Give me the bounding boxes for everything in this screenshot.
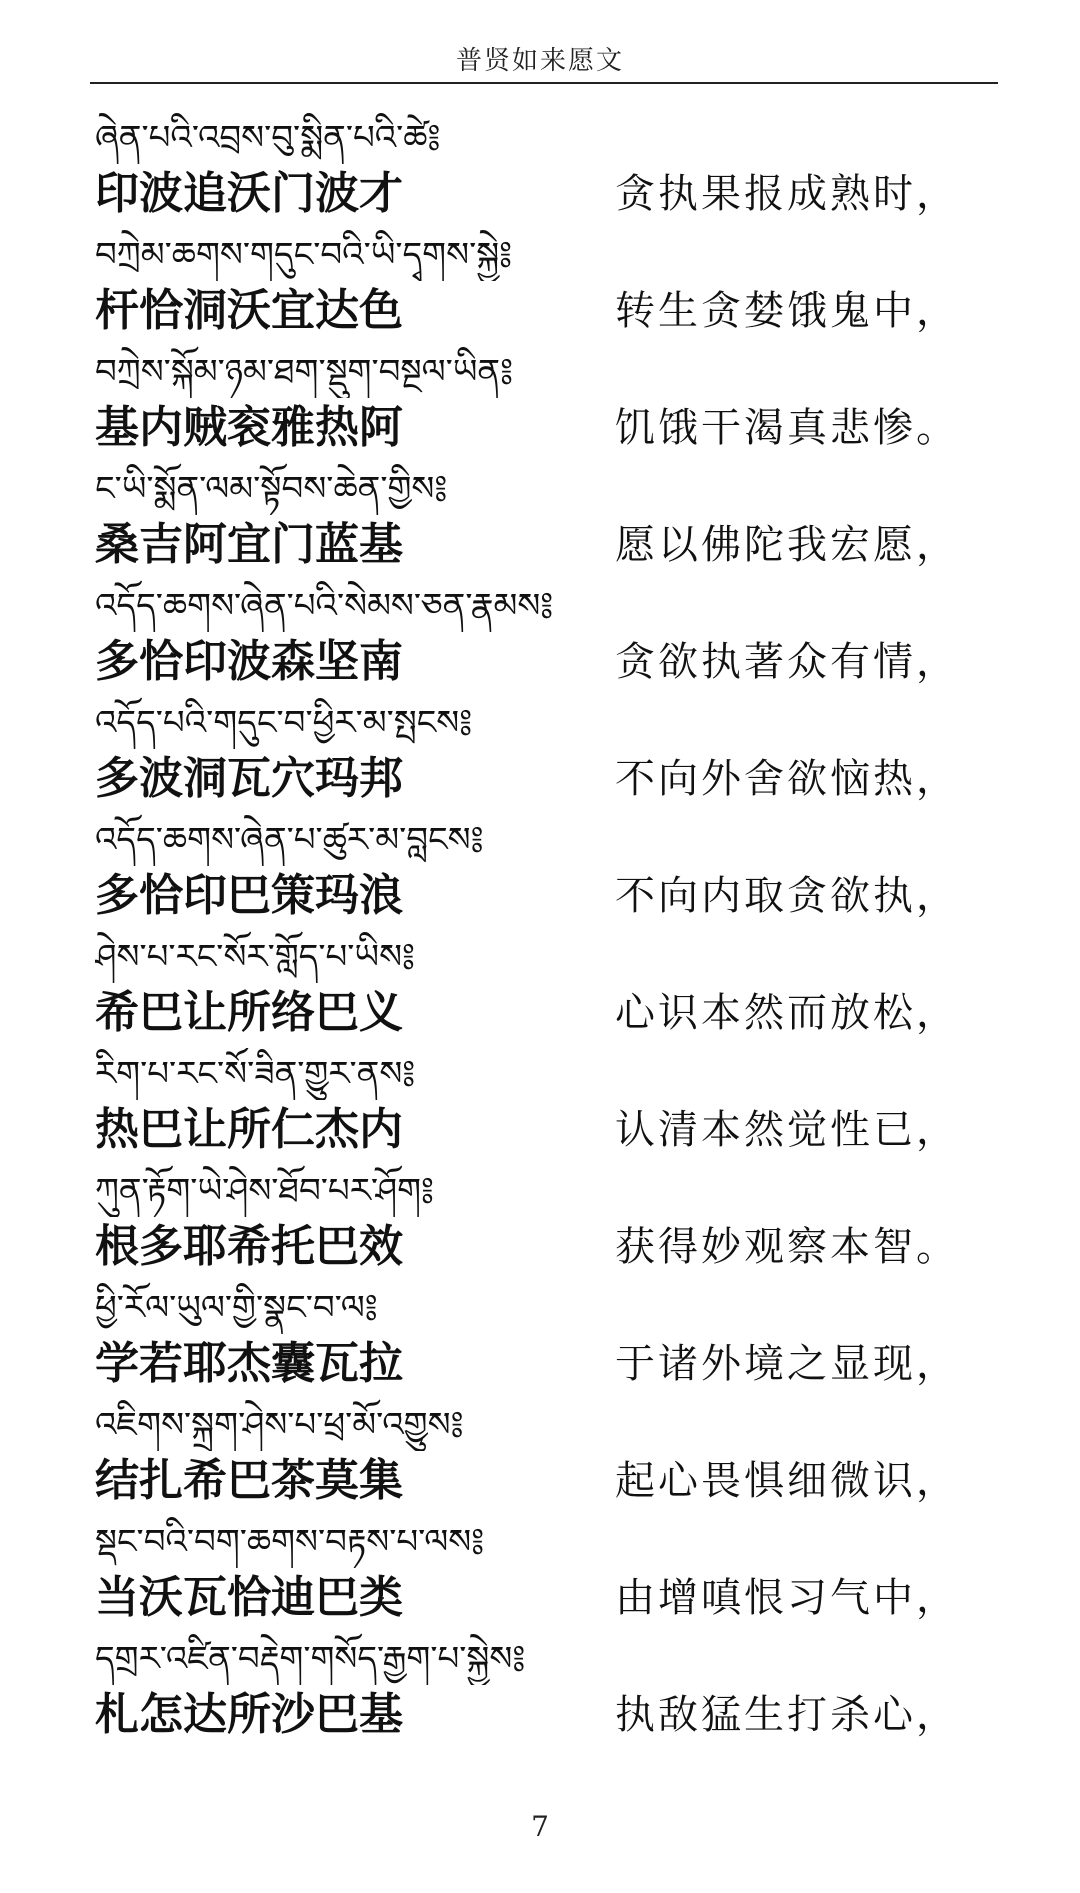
- tibetan-line: བཀྲེས་སྐོམ་ཉམ་ཐག་སྡུག་བསྔལ་ཡིན༔: [95, 352, 514, 392]
- translation-line: 执敌猛生打杀心，: [615, 1692, 959, 1738]
- phonetic-line: 杆恰洞沃宜达色: [95, 285, 403, 336]
- phonetic-line: 札怎达所沙巴基: [95, 1689, 403, 1740]
- phonetic-line: 学若耶杰囊瓦拉: [95, 1338, 403, 1389]
- tibetan-line: འདོད་ཆགས་ཞེན་པ་ཚུར་མ་བླངས༔: [95, 820, 484, 860]
- translation-line: 饥饿干渴真悲惨。: [615, 405, 959, 451]
- page-number: 7: [531, 1810, 549, 1843]
- phonetic-line: 根多耶希托巴效: [95, 1221, 403, 1272]
- tibetan-line: རིག་པ་རང་སོ་ཟིན་གྱུར་ནས༔: [95, 1054, 416, 1094]
- phonetic-line: 当沃瓦恰迪巴类: [95, 1572, 403, 1623]
- phonetic-line: 结扎希巴茶莫集: [95, 1455, 403, 1506]
- translation-line: 获得妙观察本智。: [615, 1224, 959, 1270]
- translation-line: 不向外舍欲恼热，: [615, 756, 959, 802]
- translation-line: 起心畏惧细微识，: [615, 1458, 959, 1504]
- translation-line: 转生贪婪饿鬼中，: [615, 288, 959, 334]
- tibetan-line: འཇིགས་སྐྲག་ཤེས་པ་ཕྲ་མོ་འགྱུས༔: [95, 1405, 464, 1445]
- translation-line: 贪执果报成熟时，: [615, 171, 959, 217]
- tibetan-line: འདོད་པའི་གདུང་བ་ཕྱིར་མ་སྤངས༔: [95, 703, 473, 743]
- header-divider: [90, 82, 998, 84]
- translation-line: 贪欲执著众有情，: [615, 639, 959, 685]
- phonetic-line: 多恰印巴策玛浪: [95, 870, 403, 921]
- phonetic-line: 多波洞瓦穴玛邦: [95, 753, 403, 804]
- tibetan-line: ཀུན་རྟོག་ཡེ་ཤེས་ཐོབ་པར་ཤོག༔: [95, 1171, 434, 1211]
- translation-line: 不向内取贪欲执，: [615, 873, 959, 919]
- tibetan-line: དགྲར་འཛིན་བརྡེག་གསོད་རྒྱག་པ་སྐྱེས༔: [95, 1639, 526, 1679]
- tibetan-line: འདོད་ཆགས་ཞེན་པའི་སེམས་ཅན་རྣམས༔: [95, 586, 554, 626]
- translation-line: 愿以佛陀我宏愿，: [615, 522, 959, 568]
- page-header-title: 普贤如来愿文: [455, 46, 624, 76]
- tibetan-line: བཀྲེམ་ཆགས་གདུང་བའི་ཡི་དྭགས་སྐྱེ༔: [95, 235, 513, 275]
- tibetan-line: སྡང་བའི་བག་ཆགས་བརྟས་པ་ལས༔: [95, 1522, 485, 1562]
- phonetic-line: 希巴让所络巴义: [95, 987, 403, 1038]
- translation-line: 认清本然觉性已，: [615, 1107, 959, 1153]
- phonetic-line: 热巴让所仁杰内: [95, 1104, 403, 1155]
- translation-line: 由增嗔恨习气中，: [615, 1575, 959, 1621]
- tibetan-line: ཕྱི་རོལ་ཡུལ་གྱི་སྣང་བ་ལ༔: [95, 1288, 378, 1328]
- tibetan-line: ཤེས་པ་རང་སོར་གློད་པ་ཡིས༔: [95, 937, 415, 977]
- phonetic-line: 基内贼衮雅热阿: [95, 402, 403, 453]
- tibetan-line: ང་ཡི་སྨོན་ལམ་སྟོབས་ཆེན་གྱིས༔: [95, 469, 448, 509]
- translation-line: 心识本然而放松，: [615, 990, 959, 1036]
- tibetan-line: ཞེན་པའི་འབྲས་བུ་སྨིན་པའི་ཚེ༔: [95, 118, 441, 158]
- phonetic-line: 多恰印波森坚南: [95, 636, 403, 687]
- phonetic-line: 桑吉阿宜门蓝基: [95, 519, 403, 570]
- phonetic-line: 印波追沃门波才: [95, 168, 403, 219]
- translation-line: 于诸外境之显现，: [615, 1341, 959, 1387]
